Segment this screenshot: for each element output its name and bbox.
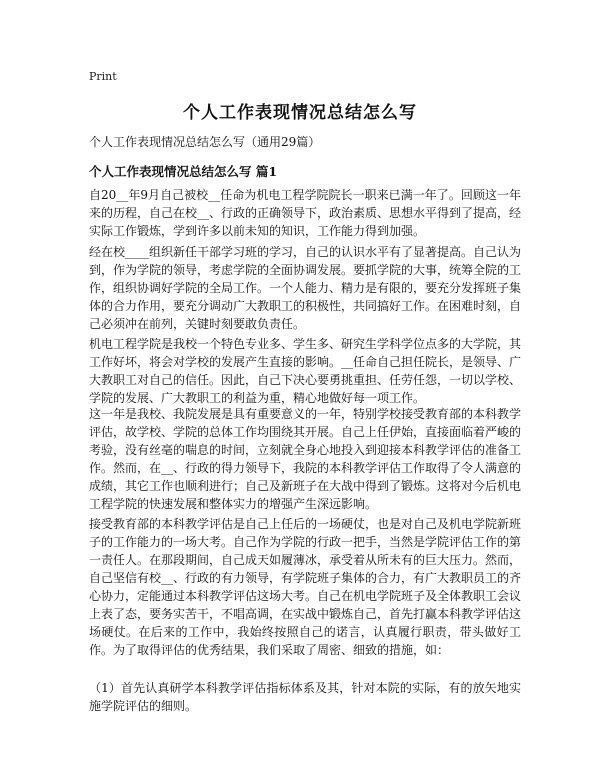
document-subtitle: 个人工作表现情况总结怎么写（通用29篇） [89,135,321,149]
paragraph-6: （1）首先认真研学本科教学评估指标体系及其，针对本院的实际，有的放矢地实施学院评估的细则。 [89,681,521,713]
section-heading: 个人工作表现情况总结怎么写 篇1 [89,164,278,179]
paragraph-2: 经在校____组织新任干部学习班的学习，自己的认识水平有了显著提高。自己认为到，作为学院的领导，考虑学院的全面协调发展。要抓学院的大事，统筹全院的工作，组织协调好学院的全局工作。一个人能力、精力是有限的，要充分发挥班子集体的合力作用，要充分调动广大教职工的积极性，共同搞好工作。在困难时刻，自己必须冲在前列，关键时刻要敢负责任。 [89,245,522,331]
document-title: 个人工作表现情况总结怎么写 [183,103,417,123]
paragraph-3: 机电工程学院是我校一个特色专业多、学生多、研究生学科学位点多的大学院，其工作好坏，将会对学校的发展产生直接的影响。__任命自己担任院长，是领导、广大教职工对自己的信任。因此，自己下决心要勇挑重担、任劳任怨，一切以学校、学院的发展、广大教职工的利益为重，精心地做好每一项工作。 [89,337,522,405]
paragraph-5: 接受教育部的本科教学评估是自己上任后的一场硬仗，也是对自己及机电学院新班子的工作能力的一场大考。自己作为学院的行政一把手，当然是学院评估工作的第一责任人。在那段期间，自己成天如履薄冰，承受着从所未有的巨大压力。然而，自己坚信有校__、行政的有力领导，有学院班子集体的合力，有广大教职员工的齐心协力，定能通过本科教学评估这场大考。自己在机电学院班子及全体教职工会议上表了态，要务实苦干，不唱高调，在实战中锻炼自己，首先打赢本科教学评估这场硬仗。在后来的工作中，我始终按照自己的诺言，认真履行职责，带头做好工作。为了取得评估的优秀结果，我们采取了周密、细致的措施，如： [89,517,522,657]
paragraph-1: 自20__年9月自己被校__任命为机电工程学院院长一职来已满一年了。回顾这一年来的历程，自己在校__、行政的正确领导下，政治素质、思想水平得到了提高，经实际工作锻炼，学到许多以前未知的知识，工作能力得到加强。 [89,188,522,238]
paragraph-4: 这一年是我校、我院发展是具有重要意义的一年，特别学校接受教育部的本科教学评估，故学校、学院的总体工作均围绕其开展。自己上任伊始，直接面临着严峻的考验，没有丝毫的喘息的时间，立刻就全身心地投入到迎接本科教学评估的准备工作。然而，在__、行政的得力领导下，我院的本科教学评估工作取得了令人满意的成绩，其它工作也顺利进行；自己及新班子在大战中得到了锻炼。这将对今后机电工程学院的快速发展和整体实力的增强产生深远影响。 [89,407,522,511]
print-label: Print [89,70,117,83]
